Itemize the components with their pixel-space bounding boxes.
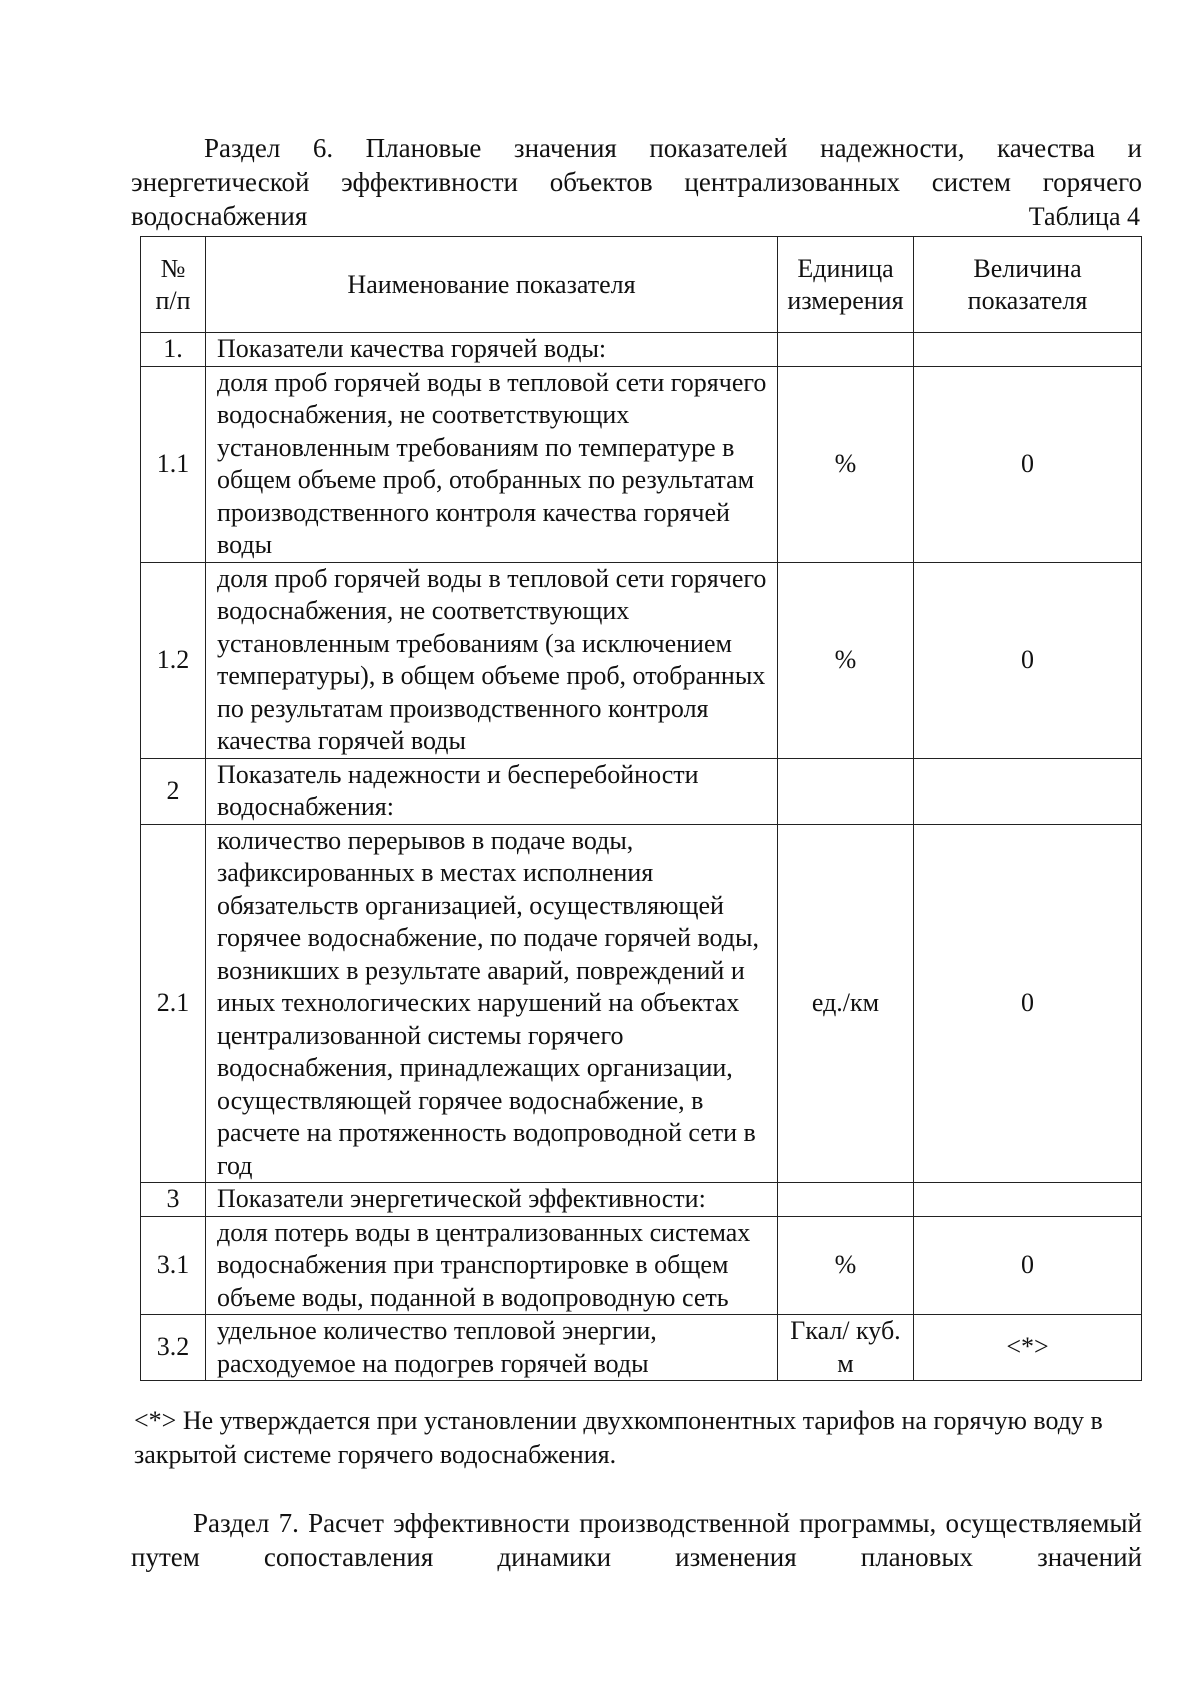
- table-row-3-2: [141, 1315, 1142, 1381]
- row-name: удельное количество тепловой энергии, расходуемое на подогрев горячей воды: [206, 1315, 778, 1381]
- row-unit: [778, 333, 914, 367]
- section-6-heading-text: Раздел 6. Плановые значения показателей надежности, качества и энергетической эффективности объектов централизованных систем горячего водоснабжения: [131, 133, 1142, 231]
- table-row-2: [141, 758, 1142, 824]
- row-value: 0: [914, 562, 1142, 758]
- indicators-table: [140, 236, 1142, 1381]
- table-row-2-1: [141, 824, 1142, 1183]
- table-row-1-1: [141, 366, 1142, 562]
- row-unit: Гкал/ куб. м: [778, 1315, 914, 1381]
- row-name: доля проб горячей воды в тепловой сети горячего водоснабжения, не соответствующих установленным требованиям по температуре в общем объеме проб, отобранных по результатам производственного контроля качества горячей воды: [206, 366, 778, 562]
- row-value: 0: [914, 1216, 1142, 1315]
- row-number: 3.2: [141, 1315, 206, 1381]
- table-row-1-2: [141, 562, 1142, 758]
- row-name: Показатели качества горячей воды:: [206, 333, 778, 367]
- row-unit: %: [778, 366, 914, 562]
- row-number: 1.2: [141, 562, 206, 758]
- row-unit: %: [778, 562, 914, 758]
- row-value: [914, 1183, 1142, 1217]
- table-row-3-1: [141, 1216, 1142, 1315]
- row-number: 2.1: [141, 824, 206, 1183]
- table-footnote: <*> Не утверждается при установлении двухкомпонентных тарифов на горячую воду в закрытой системе горячего водоснабжения.: [134, 1406, 1103, 1469]
- row-name: доля проб горячей воды в тепловой сети горячего водоснабжения, не соответствующих установленным требованиям (за исключением температуры), в общем объеме проб, отобранных по результатам производственного контроля качества горячей воды: [206, 562, 778, 758]
- row-name: Показатели энергетической эффективности:: [206, 1183, 778, 1217]
- row-unit: %: [778, 1216, 914, 1315]
- table-caption: Таблица 4: [1028, 202, 1140, 231]
- row-number: 3: [141, 1183, 206, 1217]
- header-unit: Единица измерения: [778, 237, 914, 333]
- row-name: доля потерь воды в централизованных системах водоснабжения при транспортировке в общем объеме воды, поданной в водопроводную сеть: [206, 1216, 778, 1315]
- row-name: количество перерывов в подаче воды, зафиксированных в местах исполнения обязательств организацией, осуществляющей горячее водоснабжение, по подаче горячей воды, возникших в результате аварий, повреждений и иных технологических нарушений на объектах централизованной системы горячего водоснабжения, принадлежащих организации, осуществляющей горячее водоснабжение, в расчете на протяженность водопроводной сети в год: [206, 824, 778, 1183]
- row-value: 0: [914, 824, 1142, 1183]
- header-name: Наименование показателя: [206, 237, 778, 333]
- table-header-row: [141, 237, 1142, 333]
- header-number: № п/п: [141, 237, 206, 333]
- row-number: 1.: [141, 333, 206, 367]
- row-unit: ед./км: [778, 824, 914, 1183]
- row-name: Показатель надежности и бесперебойности водоснабжения:: [206, 758, 778, 824]
- row-number: 1.1: [141, 366, 206, 562]
- row-unit: [778, 758, 914, 824]
- table-row-3: [141, 1183, 1142, 1217]
- row-value: 0: [914, 366, 1142, 562]
- row-unit: [778, 1183, 914, 1217]
- section-7-heading: [131, 1506, 1142, 1574]
- row-value: <*>: [914, 1315, 1142, 1381]
- row-number: 3.1: [141, 1216, 206, 1315]
- table-row-1: [141, 333, 1142, 367]
- row-number: 2: [141, 758, 206, 824]
- section-7-heading-text: Раздел 7. Расчет эффективности производственной программы, осуществляемый путем сопоставления динамики изменения плановых значений: [131, 1508, 1142, 1572]
- row-value: [914, 758, 1142, 824]
- header-value: Величина показателя: [914, 237, 1142, 333]
- row-value: [914, 333, 1142, 367]
